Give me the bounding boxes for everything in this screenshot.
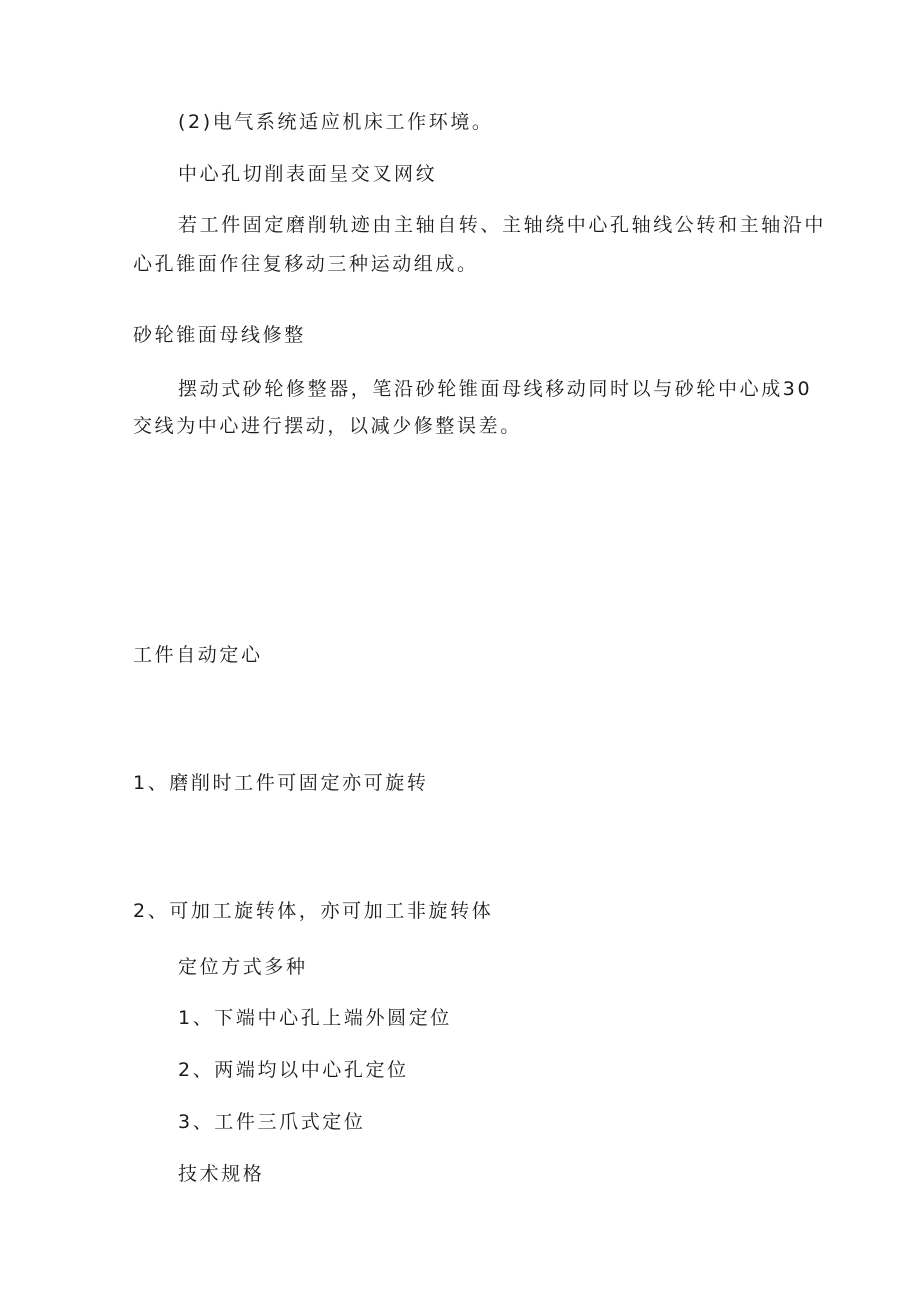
heading-positioning-methods: 定位方式多种 bbox=[178, 956, 308, 978]
heading-center-hole-pattern: 中心孔切削表面呈交叉网纹 bbox=[178, 163, 438, 185]
paragraph-dresser-line2: 交线为中心进行摆动，以减少修整误差。 bbox=[133, 415, 522, 437]
list-item-fixed-or-rotating: 1、磨削时工件可固定亦可旋转 bbox=[133, 772, 429, 794]
paragraph-dresser-line1: 摆动式砂轮修整器，笔沿砂轮锥面母线移动同时以与砂轮中心成30 bbox=[178, 378, 813, 400]
paragraph-electrical-system: (2)电气系统适应机床工作环境。 bbox=[178, 111, 494, 133]
heading-technical-specs: 技术规格 bbox=[178, 1163, 265, 1185]
list-item-positioning-2: 2、两端均以中心孔定位 bbox=[178, 1059, 409, 1081]
heading-auto-centering: 工件自动定心 bbox=[133, 644, 263, 666]
list-item-positioning-3: 3、工件三爪式定位 bbox=[178, 1111, 366, 1133]
paragraph-grinding-trajectory-line1: 若工件固定磨削轨迹由主轴自转、主轴绕中心孔轴线公转和主轴沿中 bbox=[178, 214, 827, 236]
paragraph-grinding-trajectory-line2: 心孔锥面作往复移动三种运动组成。 bbox=[133, 253, 479, 275]
list-item-positioning-1: 1、下端中心孔上端外圆定位 bbox=[178, 1007, 452, 1029]
heading-wheel-dressing: 砂轮锥面母线修整 bbox=[133, 324, 306, 346]
list-item-rotating-non-rotating: 2、可加工旋转体，亦可加工非旋转体 bbox=[133, 900, 494, 922]
